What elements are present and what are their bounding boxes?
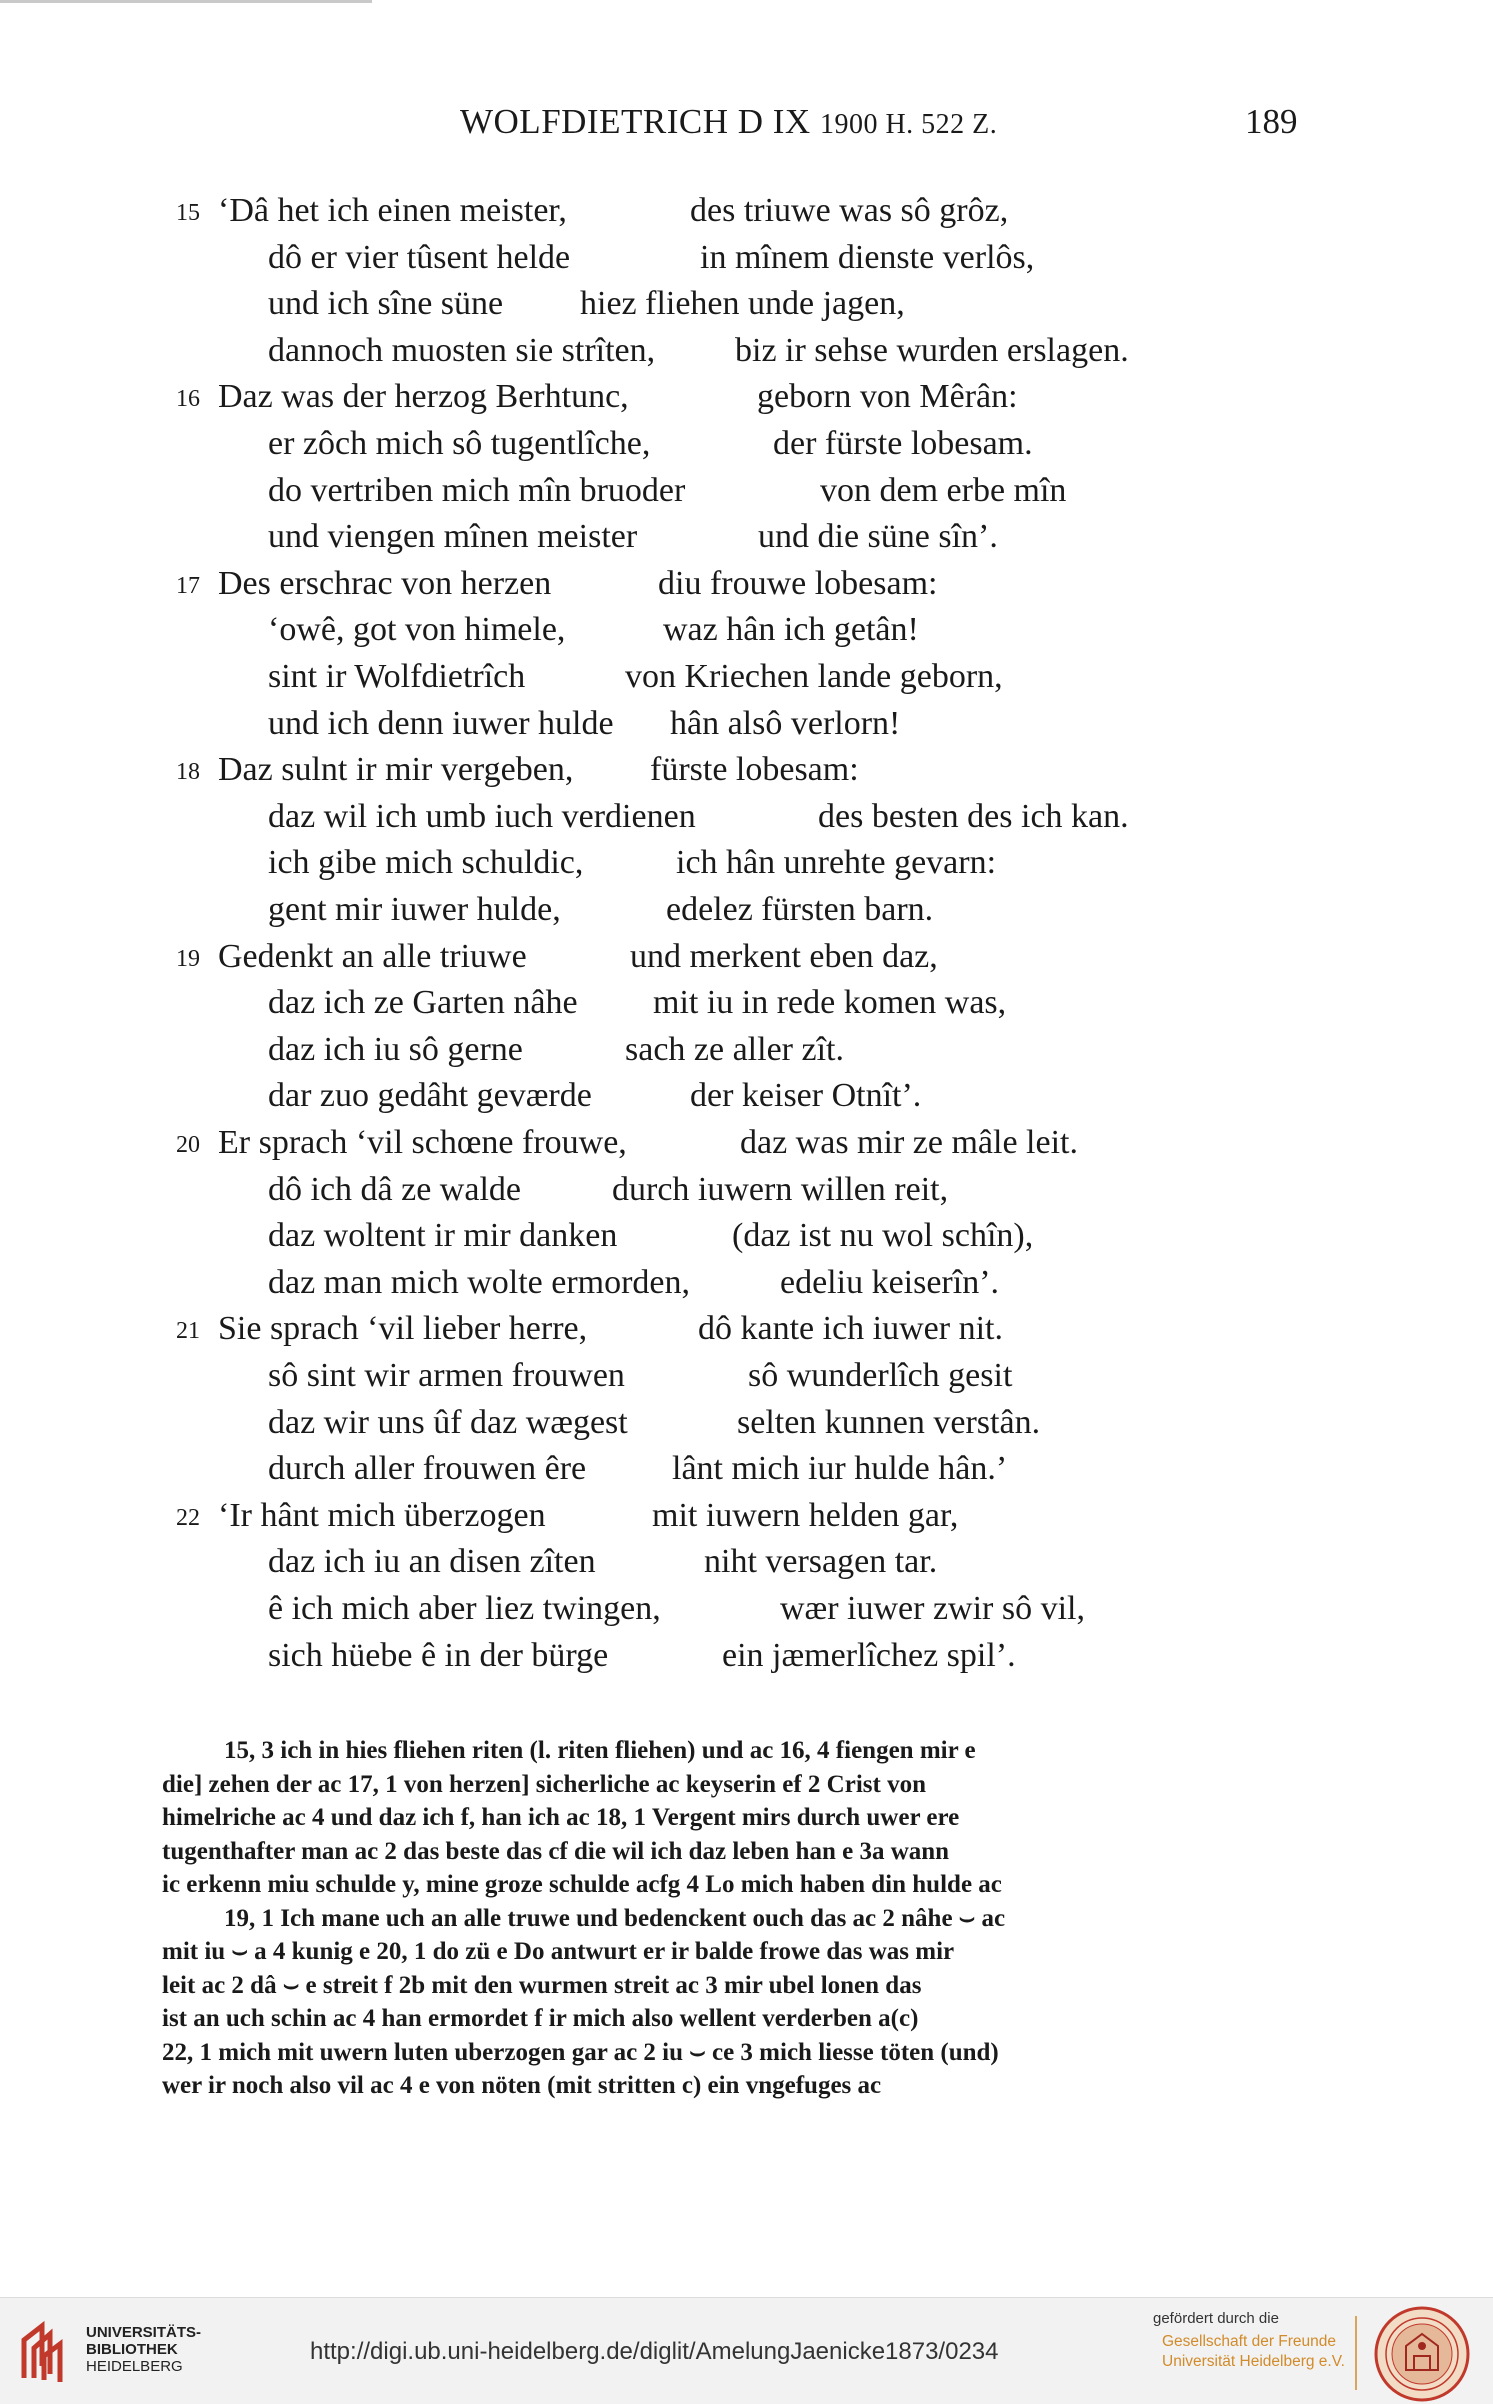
verse-first-half: dô er vier tûsent helde: [268, 238, 571, 276]
apparatus-line: tugenthafter man ac 2 das beste das cf die wil ich daz leben han e 3a wann: [162, 1837, 950, 1865]
verse-first-half: Gedenkt an alle triuwe: [218, 937, 527, 975]
verse-first-half: durch aller frouwen êre: [268, 1450, 587, 1488]
apparatus-line: wer ir noch also vil ac 4 e von nöten (mit stritten c) ein vngefuges ac: [162, 2072, 882, 2099]
stanza-number: 16: [176, 386, 200, 413]
page-header: [0, 102, 1493, 154]
footer-divider: [1355, 2316, 1357, 2390]
verse-line: [0, 891, 1493, 937]
stanza-number: 21: [176, 1318, 200, 1345]
verse-second-half: mit iuwern helden gar,: [652, 1496, 959, 1534]
verse-second-half: biz ir sehse wurden erslagen.: [735, 331, 1129, 369]
verse-second-half: durch iuwern willen reit,: [612, 1170, 949, 1208]
verse-first-half: Er sprach ‘vil schœne frouwe,: [218, 1124, 627, 1161]
verse-first-half: gent mir iuwer hulde,: [268, 891, 561, 928]
apparatus-line: 15, 3 ich in hies fliehen riten (l. riten fliehen) und ac 16, 4 fiengen mir e: [224, 1737, 976, 1764]
verse-first-half: daz ich iu sô gerne: [268, 1030, 523, 1068]
stanza-number: 17: [176, 572, 200, 599]
university-seal-icon: [1372, 2304, 1472, 2404]
verse-second-half: hiez fliehen unde jagen,: [580, 285, 905, 323]
verse-first-half: und viengen mînen meister: [268, 518, 638, 556]
verse-line: [0, 1543, 1493, 1589]
verse-first-half: do vertriben mich mîn bruoder: [268, 471, 686, 509]
stanza-number: 22: [176, 1504, 200, 1531]
verse-second-half: edelez fürsten barn.: [666, 891, 934, 928]
verse-second-half: edeliu keiserîn’.: [780, 1263, 1000, 1301]
verse-line: [0, 332, 1493, 378]
verse-line: [0, 1497, 1493, 1543]
verse-line: [0, 1450, 1493, 1496]
verse-line: [0, 984, 1493, 1030]
verse-line: [0, 378, 1493, 424]
verse-line: [0, 472, 1493, 518]
verse-line: [0, 192, 1493, 238]
verse-line: [0, 285, 1493, 331]
apparatus-line: mit iu ⌣ a 4 kunig e 20, 1 do zü e Do antwurt er ir balde frowe das was mir: [162, 1938, 955, 1965]
verse-second-half: ein jæmerlîchez spil’.: [722, 1636, 1016, 1674]
library-name-line1: UNIVERSITÄTS-: [86, 2324, 202, 2341]
verse-second-half: dô kante ich iuwer nit.: [698, 1310, 1003, 1348]
verse-second-half: und merkent eben daz,: [630, 937, 938, 975]
library-logo-icon: [14, 2318, 76, 2384]
verse-second-half: (daz ist nu wol schîn),: [732, 1217, 1034, 1255]
verse-second-half: in mînem dienste verlôs,: [700, 238, 1035, 276]
verse-line: [0, 1590, 1493, 1636]
permalink-url[interactable]: http://digi.ub.uni-heidelberg.de/diglit/AmelungJaenicke1873/0234: [310, 2338, 999, 2365]
verse-first-half: er zôch mich sô tugentlîche,: [268, 425, 651, 462]
verse-line: [0, 1217, 1493, 1263]
verse-second-half: selten kunnen verstân.: [737, 1403, 1041, 1441]
verse-line: [0, 844, 1493, 890]
library-name-line2: BIBLIOTHEK: [86, 2341, 178, 2358]
verse-second-half: niht versagen tar.: [704, 1543, 938, 1581]
verse-line: [0, 1077, 1493, 1123]
verse-line: [0, 658, 1493, 704]
verse-line: [0, 1637, 1493, 1683]
verse-first-half: dô ich dâ ze walde: [268, 1170, 521, 1208]
verse-line: [0, 1264, 1493, 1310]
sponsor-name: [1162, 2332, 1345, 2372]
stanza-number: 18: [176, 759, 200, 786]
verse-line: [0, 1124, 1493, 1170]
stanza-number: 15: [176, 200, 200, 226]
apparatus-line: 22, 1 mich mit uwern luten uberzogen gar ac 2 iu ⌣ ce 3 mich liesse töten (und): [162, 2038, 999, 2066]
verse-second-half: und die süne sîn’.: [758, 518, 998, 556]
verse-second-half: von dem erbe mîn: [820, 471, 1067, 509]
verse-line: [0, 611, 1493, 657]
verse-first-half: ‘owê, got von himele,: [268, 611, 566, 649]
verse-second-half: sô wunderlîch gesit: [748, 1357, 1013, 1394]
verse-line: [0, 798, 1493, 844]
verse-second-half: hân alsô verlorn!: [670, 704, 901, 742]
sponsor-name-line2: Universität Heidelberg e.V.: [1162, 2353, 1345, 2370]
library-name: [86, 2324, 201, 2375]
verse-first-half: daz ich iu an disen zîten: [268, 1543, 596, 1581]
verse-first-half: sô sint wir armen frouwen: [268, 1357, 625, 1394]
top-edge-line: [0, 0, 372, 3]
verse-second-half: lânt mich iur hulde hân.’: [672, 1450, 1008, 1488]
verse-second-half: des triuwe was sô grôz,: [690, 192, 1009, 229]
verse-line: [0, 705, 1493, 751]
verse-first-half: daz wir uns ûf daz wægest: [268, 1403, 628, 1441]
footer-bar: [0, 2297, 1493, 2404]
verse-line: [0, 239, 1493, 285]
verse-first-half: sint ir Wolfdietrîch: [268, 658, 526, 695]
verse-line: [0, 1031, 1493, 1077]
verse-line: [0, 751, 1493, 797]
page-number: 189: [1245, 102, 1298, 141]
apparatus-line: leit ac 2 dâ ⌣ e streit f 2b mit den wurmen streit ac 3 mir ubel lonen das: [162, 1971, 922, 1999]
sponsor-label: gefördert durch die: [1153, 2310, 1279, 2327]
verse-second-half: mit iu in rede komen was,: [653, 984, 1007, 1022]
verse-second-half: geborn von Mêrân:: [757, 378, 1018, 416]
verse-second-half: der fürste lobesam.: [773, 425, 1033, 462]
verse-first-half: Daz was der herzog Berhtunc,: [218, 378, 629, 416]
apparatus-line: ist an uch schin ac 4 han ermordet f ir mich also wellent verderben a(c): [162, 2005, 919, 2032]
verse-second-half: der keiser Otnît’.: [690, 1077, 922, 1115]
verse-first-half: Sie sprach ‘vil lieber herre,: [218, 1310, 588, 1348]
verse-first-half: daz man mich wolte ermorden,: [268, 1263, 691, 1301]
apparatus-line: 19, 1 Ich mane uch an alle truwe und bedenckent ouch das ac 2 nâhe ⌣ ac: [224, 1904, 1006, 1932]
verse-line: [0, 1404, 1493, 1450]
verse-second-half: waz hân ich getân!: [663, 611, 919, 649]
critical-apparatus: [162, 1734, 1302, 2103]
verse-line: [0, 565, 1493, 611]
verse-second-half: von Kriechen lande geborn,: [625, 658, 1003, 695]
verse-first-half: dannoch muosten sie strîten,: [268, 331, 656, 369]
apparatus-line: die] zehen der ac 17, 1 von herzen] sicherliche ac keyserin ef 2 Crist von: [162, 1770, 926, 1798]
verse-first-half: Daz sulnt ir mir vergeben,: [218, 751, 574, 789]
verse-first-half: daz ich ze Garten nâhe: [268, 984, 578, 1022]
verse-line: [0, 1357, 1493, 1403]
apparatus-line: himelriche ac 4 und daz ich f, han ich ac 18, 1 Vergent mirs durch uwer ere: [162, 1804, 960, 1831]
verse-second-half: wær iuwer zwir sô vil,: [780, 1590, 1086, 1627]
verse-first-half: ‘Ir hânt mich überzogen: [218, 1496, 546, 1534]
verse-line: [0, 1310, 1493, 1356]
verse-first-half: und ich sîne süne: [268, 285, 504, 323]
stanza-number: 19: [176, 945, 200, 972]
verse-first-half: ‘Dâ het ich einen meister,: [218, 192, 567, 229]
verse-second-half: des besten des ich kan.: [818, 797, 1129, 835]
verse-second-half: ich hân unrehte gevarn:: [676, 844, 997, 882]
verse-line: [0, 938, 1493, 984]
running-title-main: WOLFDIETRICH D IX: [460, 102, 811, 141]
verse-line: [0, 1171, 1493, 1217]
verse-first-half: daz wil ich umb iuch verdienen: [268, 797, 696, 835]
verse-second-half: fürste lobesam:: [650, 751, 859, 789]
running-title-detail: 1900 H. 522 Z.: [819, 109, 998, 140]
verse-second-half: daz was mir ze mâle leit.: [740, 1124, 1078, 1161]
verse-first-half: sich hüebe ê in der bürge: [268, 1636, 609, 1674]
verse-first-half: ich gibe mich schuldic,: [268, 844, 584, 882]
apparatus-line: ic erkenn miu schulde y, mine groze schulde acfg 4 Lo mich haben din hulde ac: [162, 1871, 1002, 1898]
verse-first-half: daz woltent ir mir danken: [268, 1217, 618, 1255]
sponsor-name-line1: Gesellschaft der Freunde: [1162, 2333, 1337, 2350]
library-name-line3: HEIDELBERG: [86, 2358, 183, 2375]
verse-first-half: dar zuo gedâht geværde: [268, 1077, 592, 1115]
verse-first-half: Des erschrac von herzen: [218, 564, 552, 602]
verse-line: [0, 425, 1493, 471]
running-title: [460, 102, 997, 142]
verse-second-half: diu frouwe lobesam:: [658, 564, 938, 602]
verse-line: [0, 518, 1493, 564]
verse-second-half: sach ze aller zît.: [625, 1030, 844, 1068]
verse-first-half: ê ich mich aber liez twingen,: [268, 1590, 661, 1627]
stanza-number: 20: [176, 1132, 200, 1158]
verse-first-half: und ich denn iuwer hulde: [268, 704, 614, 742]
